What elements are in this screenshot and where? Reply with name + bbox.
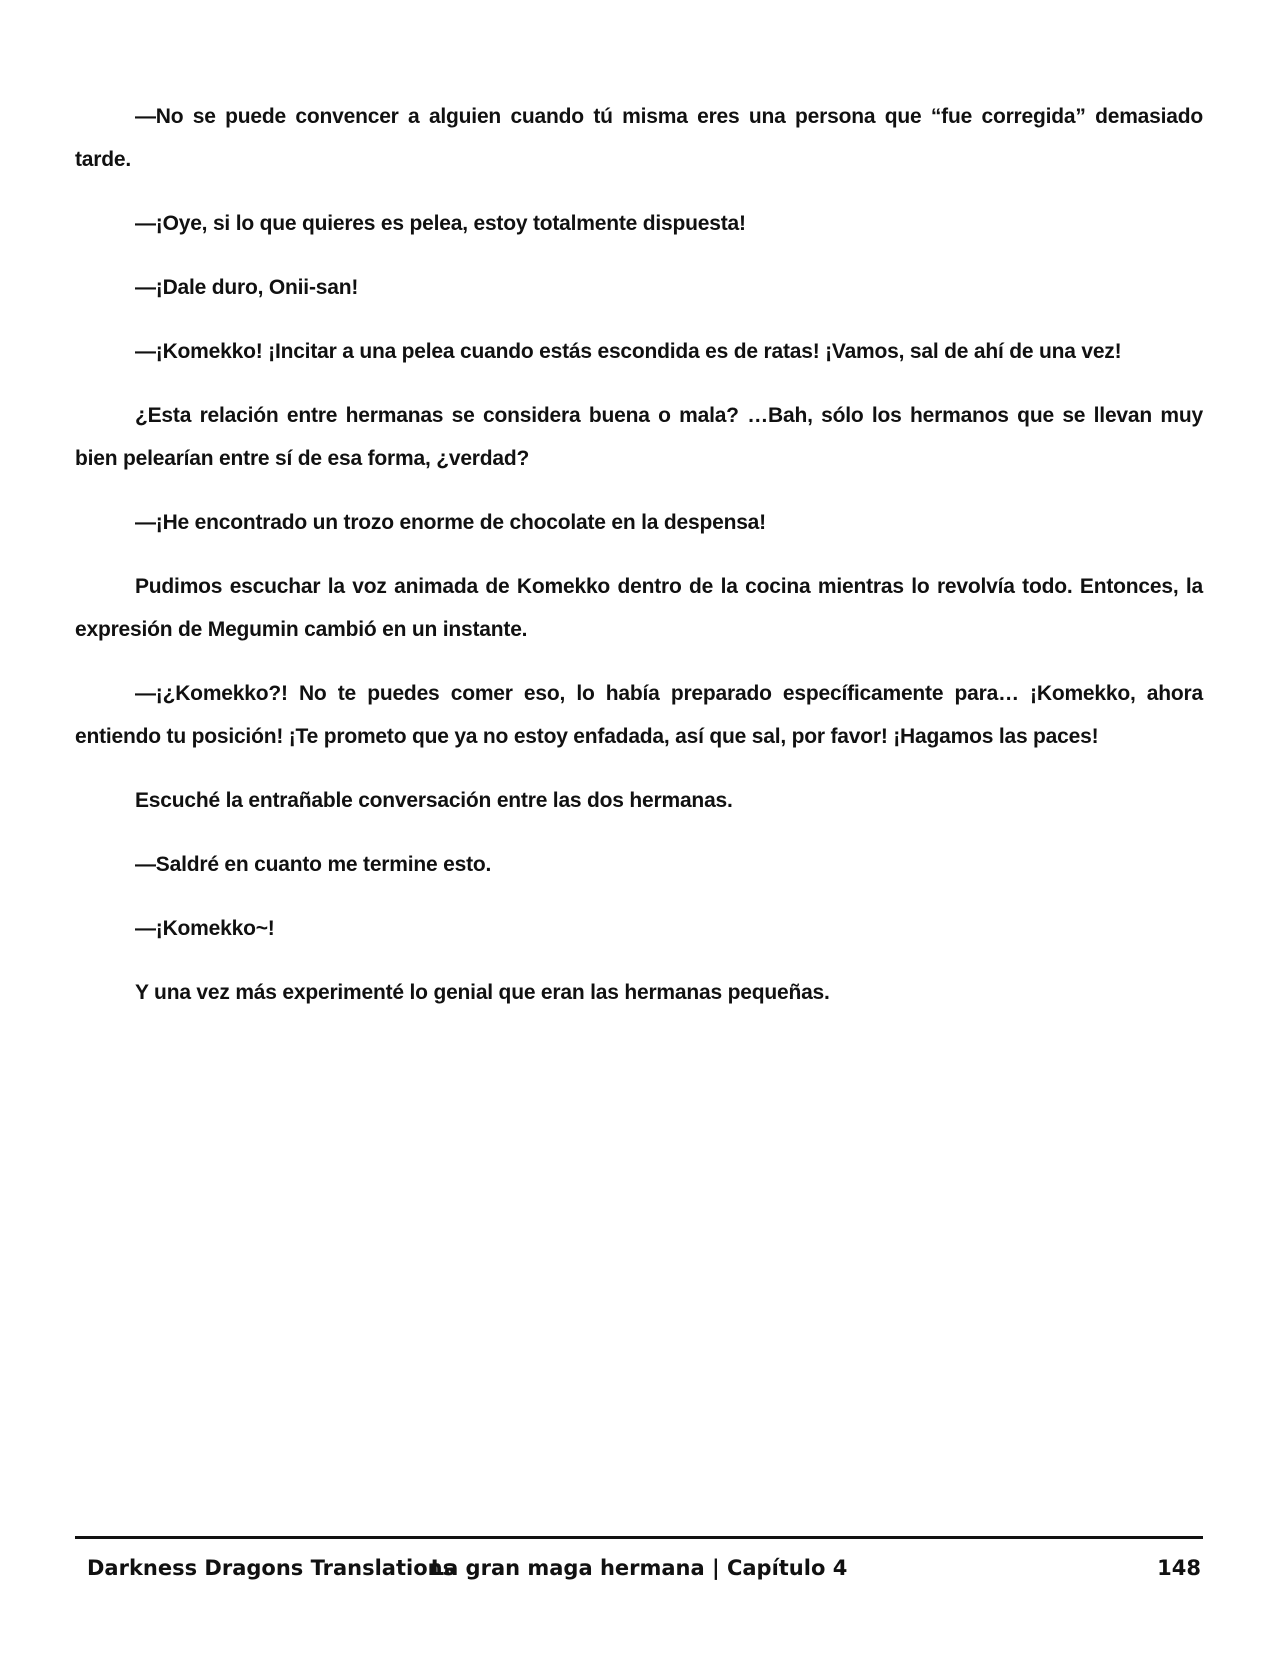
footer-chapter-title: La gran maga hermana | Capítulo 4 bbox=[430, 1556, 848, 1580]
paragraph: —¡He encontrado un trozo enorme de chocolate en la despensa! bbox=[135, 511, 766, 534]
page-footer bbox=[75, 1548, 1203, 1588]
paragraph: Pudimos escuchar la voz animada de Komekko dentro de la cocina mientras lo revolvía todo. Entonces, la expresión de Megumin cambió en un instante. bbox=[75, 575, 1203, 641]
paragraph: —No se puede convencer a alguien cuando tú misma eres una persona que “fue corregida” demasiado tarde. bbox=[75, 105, 1203, 171]
paragraph: —¡Komekko~! bbox=[135, 917, 275, 940]
footer-publisher: Darkness Dragons Translations bbox=[87, 1556, 456, 1580]
paragraph: —¡Oye, si lo que quieres es pelea, estoy totalmente dispuesta! bbox=[135, 212, 746, 235]
paragraph: —¡¿Komekko?! No te puedes comer eso, lo había preparado específicamente para… ¡Komekko, ahora entiendo tu posición! ¡Te prometo que ya no estoy enfadada, así que sal, por favor! ¡Hagamos las paces! bbox=[75, 682, 1203, 748]
page-body bbox=[75, 95, 1203, 1035]
paragraph: —¡Dale duro, Onii-san! bbox=[135, 276, 359, 299]
footer-page-number: 148 bbox=[1157, 1556, 1201, 1580]
paragraph: —Saldré en cuanto me termine esto. bbox=[135, 853, 492, 876]
paragraph: ¿Esta relación entre hermanas se considera buena o mala? …Bah, sólo los hermanos que se llevan muy bien pelearían entre sí de esa forma, ¿verdad? bbox=[75, 404, 1203, 470]
footer-divider bbox=[75, 1536, 1203, 1539]
paragraph: —¡Komekko! ¡Incitar a una pelea cuando estás escondida es de ratas! ¡Vamos, sal de ahí de una vez! bbox=[135, 340, 1122, 363]
paragraph: Escuché la entrañable conversación entre las dos hermanas. bbox=[135, 789, 733, 812]
paragraph: Y una vez más experimenté lo genial que eran las hermanas pequeñas. bbox=[135, 981, 830, 1004]
